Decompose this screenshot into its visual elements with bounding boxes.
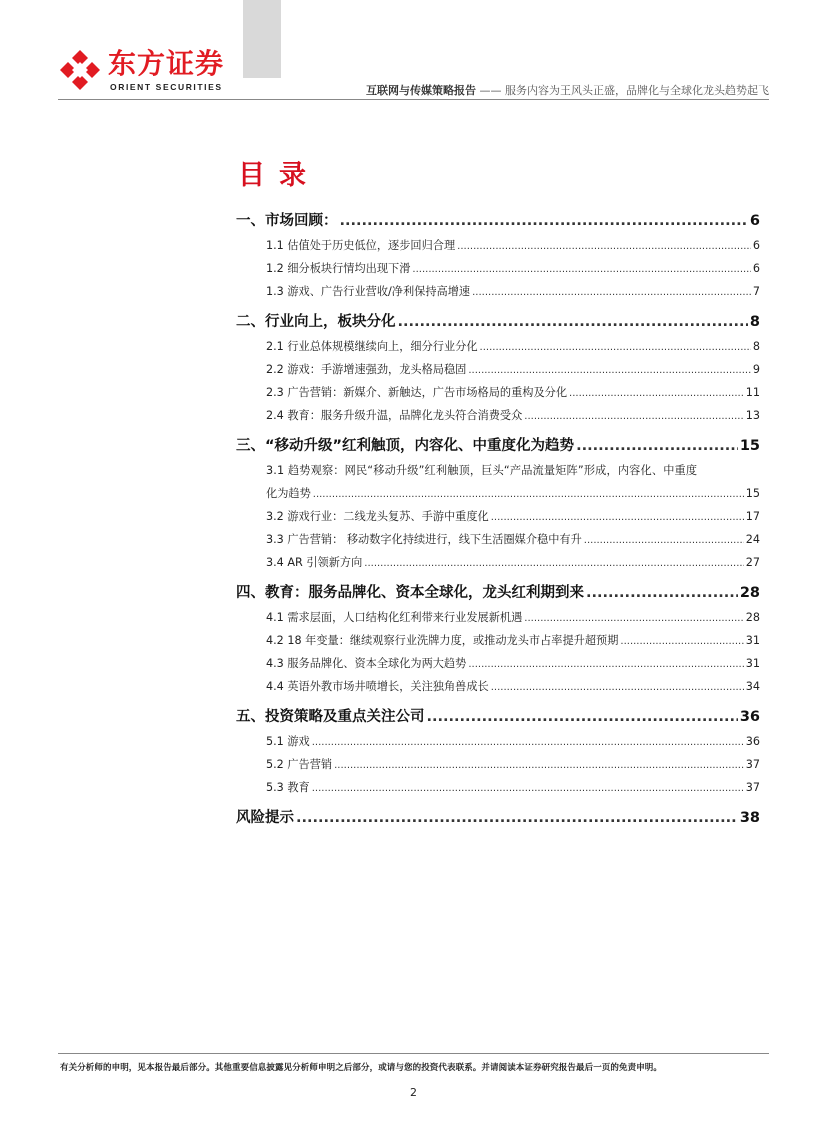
toc-item[interactable] (266, 335, 760, 358)
toc-section-5[interactable] (236, 704, 760, 730)
toc-item-title: 1.2 细分板块行情均出现下滑 (266, 262, 411, 275)
toc-item-page: 24 (745, 533, 760, 546)
toc-item-page: 37 (745, 781, 760, 794)
report-title (366, 82, 769, 98)
report-separator: —— (476, 84, 505, 97)
toc-section-4[interactable] (236, 580, 760, 606)
toc-section-1[interactable] (236, 208, 760, 234)
toc-leader-dots (584, 529, 744, 552)
footer-disclaimer: 有关分析师的申明，见本报告最后部分。其他重要信息披露见分析师申明之后部分，或请与您的投资代表联系。并请阅读本证券研究报告最后一页的免责申明。 (60, 1063, 663, 1073)
toc-leader-dots (364, 552, 743, 575)
toc-leader-dots (296, 805, 738, 831)
toc-item-page: 7 (752, 285, 760, 298)
toc-section-title: 一、市场回顾： (236, 213, 338, 229)
report-subtitle: 服务内容为王风头正盛，品牌化与全球化龙头趋势起飞 (505, 84, 769, 97)
toc-item-title: 2.2 游戏：手游增速强劲，龙头格局稳固 (266, 363, 467, 376)
toc-leader-dots (576, 433, 738, 459)
toc-leader-dots (312, 777, 744, 800)
toc-leader-dots (472, 281, 751, 304)
orient-securities-logo-icon (58, 48, 102, 92)
toc-item-title: 4.3 服务品牌化、资本全球化为两大趋势 (266, 657, 467, 670)
toc-page-number: 15 (739, 438, 760, 454)
toc-item-page: 9 (752, 363, 760, 376)
toc-item[interactable] (266, 280, 760, 303)
toc-item-title: 1.3 游戏、广告行业营收/净利保持高增速 (266, 285, 471, 298)
toc-leader-dots (491, 506, 744, 529)
toc-item-page: 34 (745, 680, 760, 693)
toc-item-page: 8 (752, 340, 760, 353)
toc-item-page: 11 (745, 386, 760, 399)
toc-leader-dots (620, 630, 743, 653)
toc-item-title: 1.1 估值处于历史低位，逐步回归合理 (266, 239, 456, 252)
toc-item[interactable] (266, 551, 760, 574)
footer-divider (58, 1053, 769, 1054)
toc-item-page: 17 (745, 510, 760, 523)
toc-item-title: 2.3 广告营销：新媒介、新触达，广告市场格局的重构及分化 (266, 386, 568, 399)
toc-item[interactable] (266, 381, 760, 404)
toc-title: 目录 (238, 160, 320, 191)
toc-item[interactable] (266, 528, 760, 551)
header-accent-bar (243, 0, 281, 78)
toc-section-risk[interactable] (236, 805, 760, 831)
toc-page-number: 38 (739, 810, 760, 826)
toc-item[interactable] (266, 675, 760, 698)
toc-item[interactable] (266, 606, 760, 629)
toc-leader-dots (569, 382, 744, 405)
toc-item-title: 4.1 需求层面，人口结构化红利带来行业发展新机遇 (266, 611, 523, 624)
page-header (0, 0, 827, 110)
toc-leader-dots (468, 653, 743, 676)
toc-item[interactable] (266, 404, 760, 427)
toc-item-title: 4.2 18 年变量：继续观察行业洗牌力度，或推动龙头市占率提升超预期 (266, 634, 619, 647)
toc-section-title: 五、投资策略及重点关注公司 (236, 709, 425, 725)
toc-item-page: 31 (745, 657, 760, 670)
toc-item-title: 2.1 行业总体规模继续向上，细分行业分化 (266, 340, 478, 353)
toc-section-3[interactable] (236, 433, 760, 459)
table-of-contents (236, 208, 760, 831)
toc-item[interactable] (266, 776, 760, 799)
toc-leader-dots (340, 208, 748, 234)
toc-item-title: 4.4 英语外教市场井喷增长，关注独角兽成长 (266, 680, 489, 693)
logo-chinese-name: 东方证券 (108, 47, 225, 80)
page-number: 2 (410, 1086, 417, 1099)
toc-leader-dots (468, 359, 751, 382)
toc-item-page: 37 (745, 758, 760, 771)
toc-item[interactable] (266, 257, 760, 280)
toc-item-page: 27 (745, 556, 760, 569)
toc-leader-dots (457, 235, 751, 258)
toc-page-number: 28 (739, 585, 760, 601)
toc-item[interactable] (266, 730, 760, 753)
toc-item[interactable] (266, 629, 760, 652)
toc-item[interactable] (266, 652, 760, 675)
toc-item-title: 5.3 教育 (266, 781, 310, 794)
toc-leader-dots (491, 676, 744, 699)
toc-item-page: 15 (745, 487, 760, 500)
toc-leader-dots (524, 405, 743, 428)
toc-page-number: 6 (749, 213, 760, 229)
toc-item-page: 6 (752, 262, 760, 275)
toc-item-page: 31 (745, 634, 760, 647)
toc-item-title: 5.1 游戏 (266, 735, 310, 748)
toc-item-page: 6 (752, 239, 760, 252)
toc-section-title: 四、教育：服务品牌化、资本全球化，龙头红利期到来 (236, 585, 584, 601)
toc-page-number: 8 (749, 314, 760, 330)
toc-leader-dots (313, 483, 744, 506)
toc-item[interactable] (266, 753, 760, 776)
toc-leader-dots (427, 704, 738, 730)
toc-leader-dots (398, 309, 748, 335)
toc-item-title: 5.2 广告营销 (266, 758, 333, 771)
toc-item[interactable] (266, 358, 760, 381)
toc-item-title: 3.3 广告营销： 移动数字化持续进行，线下生活圈媒介稳中有升 (266, 533, 582, 546)
toc-leader-dots (312, 731, 744, 754)
header-divider (58, 99, 769, 100)
toc-item-title-line1: 3.1 趋势观察：网民“移动升级”红利触顶，巨头“产品流量矩阵”形成，内容化、中重度 (266, 464, 698, 477)
toc-item-title: 3.4 AR 引领新方向 (266, 556, 363, 569)
report-type: 互联网与传媒策略报告 (366, 84, 476, 97)
toc-item-title: 化为趋势 (266, 487, 311, 500)
toc-item-page: 13 (745, 409, 760, 422)
company-logo (58, 48, 248, 94)
toc-item-title: 3.2 游戏行业：二线龙头复苏、手游中重度化 (266, 510, 489, 523)
toc-item-page: 36 (745, 735, 760, 748)
toc-item-multiline[interactable] (266, 459, 760, 505)
toc-section-title: 二、行业向上，板块分化 (236, 314, 396, 330)
logo-english-name: ORIENT SECURITIES (110, 82, 223, 92)
toc-section-title: 风险提示 (236, 810, 294, 826)
toc-leader-dots (480, 336, 751, 359)
toc-item[interactable] (266, 505, 760, 528)
toc-leader-dots (586, 580, 738, 606)
toc-section-2[interactable] (236, 309, 760, 335)
toc-item-page: 28 (745, 611, 760, 624)
toc-section-title: 三、“移动升级”红利触顶，内容化、中重度化为趋势 (236, 438, 575, 454)
toc-item[interactable] (266, 234, 760, 257)
toc-leader-dots (334, 754, 744, 777)
toc-leader-dots (412, 258, 750, 281)
toc-page-number: 36 (739, 709, 760, 725)
toc-leader-dots (524, 607, 743, 630)
toc-item-title: 2.4 教育：服务升级升温，品牌化龙头符合消费受众 (266, 409, 523, 422)
